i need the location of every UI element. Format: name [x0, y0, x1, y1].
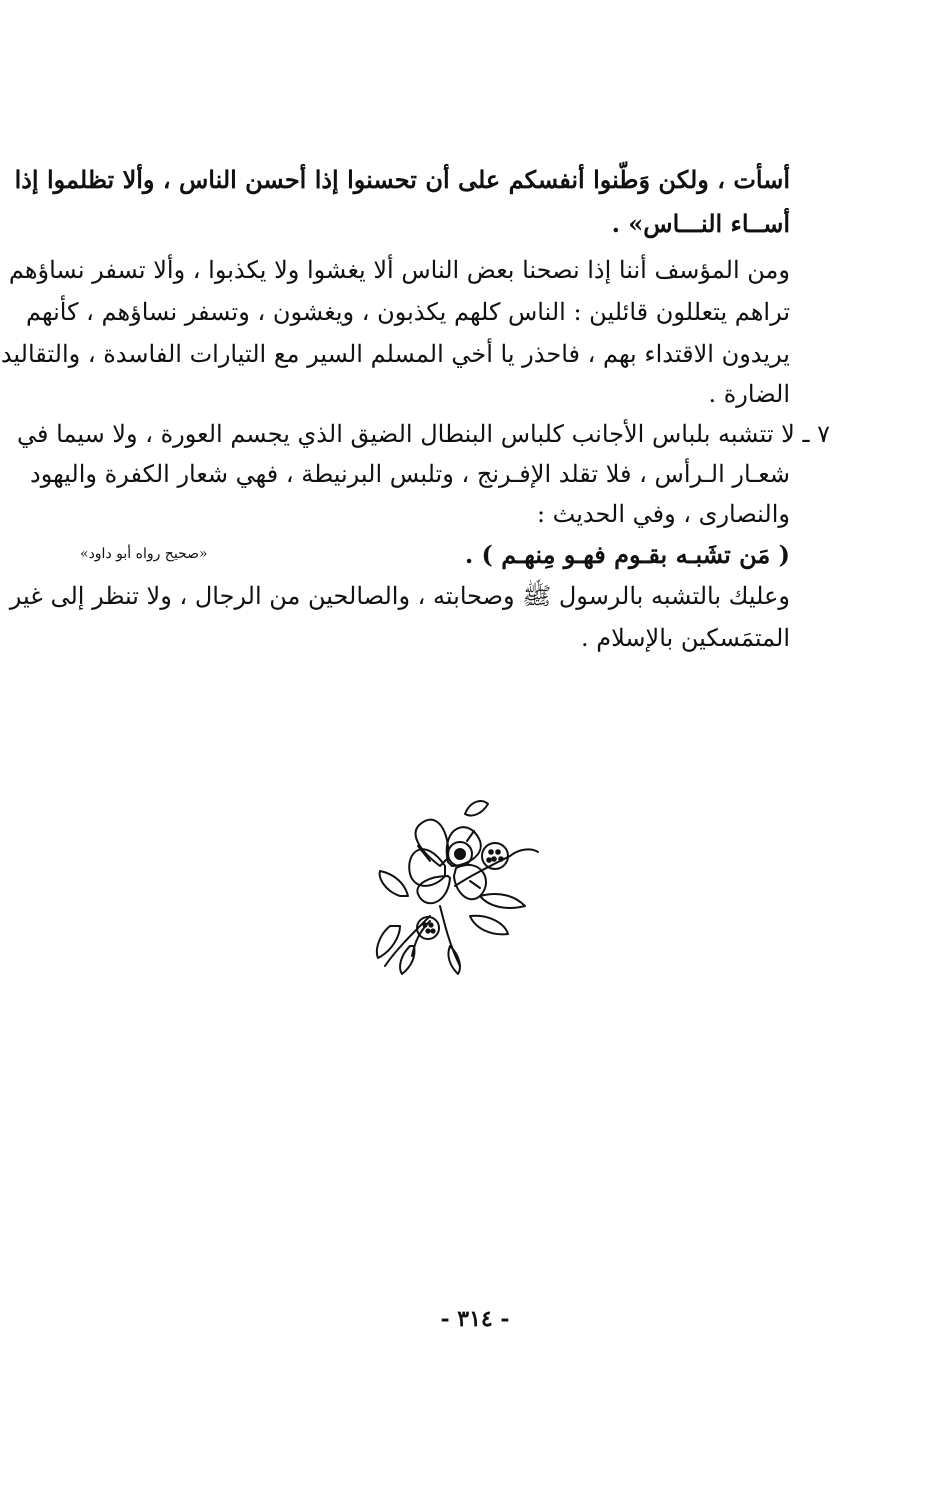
- text-line-3: ومن المؤسف أننا إذا نصحنا بعض الناس ألا يغشوا ولا يكذبوا ، وألا تسفر نساؤهم: [8, 256, 790, 284]
- numbered-item-7: ٧ ـ لا تتشبه بلباس الأجانب كلباس البنطال الضيق الذي يجسم العورة ، ولا سيما في: [17, 420, 830, 448]
- flower-ornament-icon: [370, 796, 540, 976]
- text-line-10: وعليك بالتشبه بالرسول ﷺ وصحابته ، والصالحين من الرجال ، ولا تنظر إلى غير: [9, 582, 790, 610]
- text-line-9: والنصارى ، وفي الحديث :: [536, 500, 790, 528]
- text-line-6: الضارة .: [708, 380, 790, 408]
- text-line-11: المتمَسكين بالإسلام .: [580, 624, 790, 652]
- hadith-quote: ( مَن تشَبـه بقـوم فهـو مِنهـم ) .: [464, 539, 790, 569]
- text-line-1: أسأت ، ولكن وَطّنوا أنفسكم على أن تحسنوا إذا أحسن الناس ، وألا تظلموا إذا: [14, 165, 790, 194]
- text-line-2: أســاء النـــاس» .: [611, 209, 790, 238]
- text-line-5: يريدون الاقتداء بهم ، فاحذر يا أخي المسلم السير مع التيارات الفاسدة ، والتقاليد: [0, 340, 790, 368]
- hadith-source: «صحيح رواه أبو داود»: [80, 546, 208, 562]
- text-line-8: شعـار الـرأس ، فلا تقلد الإفـرنج ، وتلبس البرنيطة ، فهي شعار الكفرة واليهود: [30, 460, 790, 488]
- hadith-row: [80, 534, 790, 574]
- page-number: - ٣١٤ -: [440, 1306, 510, 1332]
- text-line-4: تراهم يتعللون قائلين : الناس كلهم يكذبون ، ويغشون ، وتسفر نساؤهم ، كأنهم: [26, 298, 790, 326]
